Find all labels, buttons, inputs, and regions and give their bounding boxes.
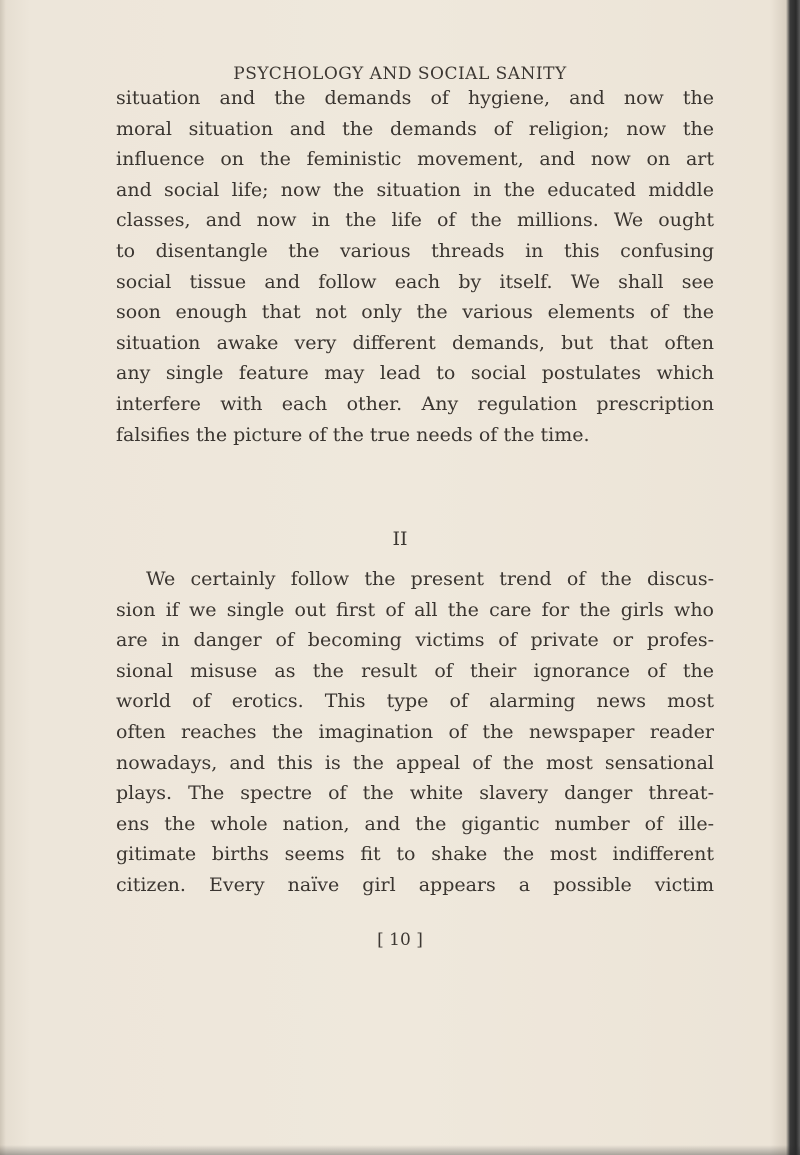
running-head: PSYCHOLOGY AND SOCIAL SANITY	[233, 64, 567, 84]
text-line: social tissue and follow each by itself. We shall see	[116, 270, 714, 293]
section-numeral: II	[392, 528, 408, 550]
text-line: influence on the feministic movement, and now on art	[116, 148, 714, 171]
text-line: classes, and now in the life of the millions. We ought	[116, 209, 714, 232]
paragraph-continued	[116, 83, 714, 450]
text-line: world of erotics. This type of alarming news most	[116, 690, 714, 713]
paragraph-section-two	[116, 564, 714, 901]
text-line: interfere with each other. Any regulation prescription	[116, 392, 714, 415]
text-line: situation awake very different demands, but that often	[116, 331, 714, 354]
text-line: soon enough that not only the various elements of the	[116, 301, 714, 324]
text-line: situation and the demands of hygiene, and now the	[116, 87, 714, 109]
text-line: nowadays, and this is the appeal of the most sensational	[116, 751, 714, 774]
text-line: ens the whole nation, and the gigantic number of ille-	[116, 812, 714, 835]
text-line: falsifies the picture of the true needs of the time.	[116, 423, 590, 446]
text-line: moral situation and the demands of religion; now the	[116, 117, 714, 140]
text-line: to disentangle the various threads in this confusing	[116, 239, 714, 262]
page-gutter	[0, 0, 6, 1155]
text-line: often reaches the imagination of the newspaper reader	[116, 720, 714, 743]
text-line: sion if we single out first of all the care for the girls who	[116, 598, 714, 621]
text-line: are in danger of becoming victims of private or profes-	[116, 629, 714, 652]
text-line: We certainly follow the present trend of the discus-	[146, 568, 714, 590]
page-edge	[786, 0, 800, 1155]
text-line: gitimate births seems fit to shake the most indifferent	[116, 843, 714, 866]
text-line: sional misuse as the result of their ignorance of the	[116, 659, 714, 682]
text-line: any single feature may lead to social postulates which	[116, 362, 714, 385]
text-line: plays. The spectre of the white slavery danger threat-	[116, 782, 714, 805]
text-line: and social life; now the situation in the educated middle	[116, 178, 714, 201]
page-number: [ 10 ]	[377, 930, 423, 950]
text-line: citizen. Every naïve girl appears a possible victim	[116, 873, 714, 896]
page-bottom-shadow	[0, 1145, 800, 1155]
